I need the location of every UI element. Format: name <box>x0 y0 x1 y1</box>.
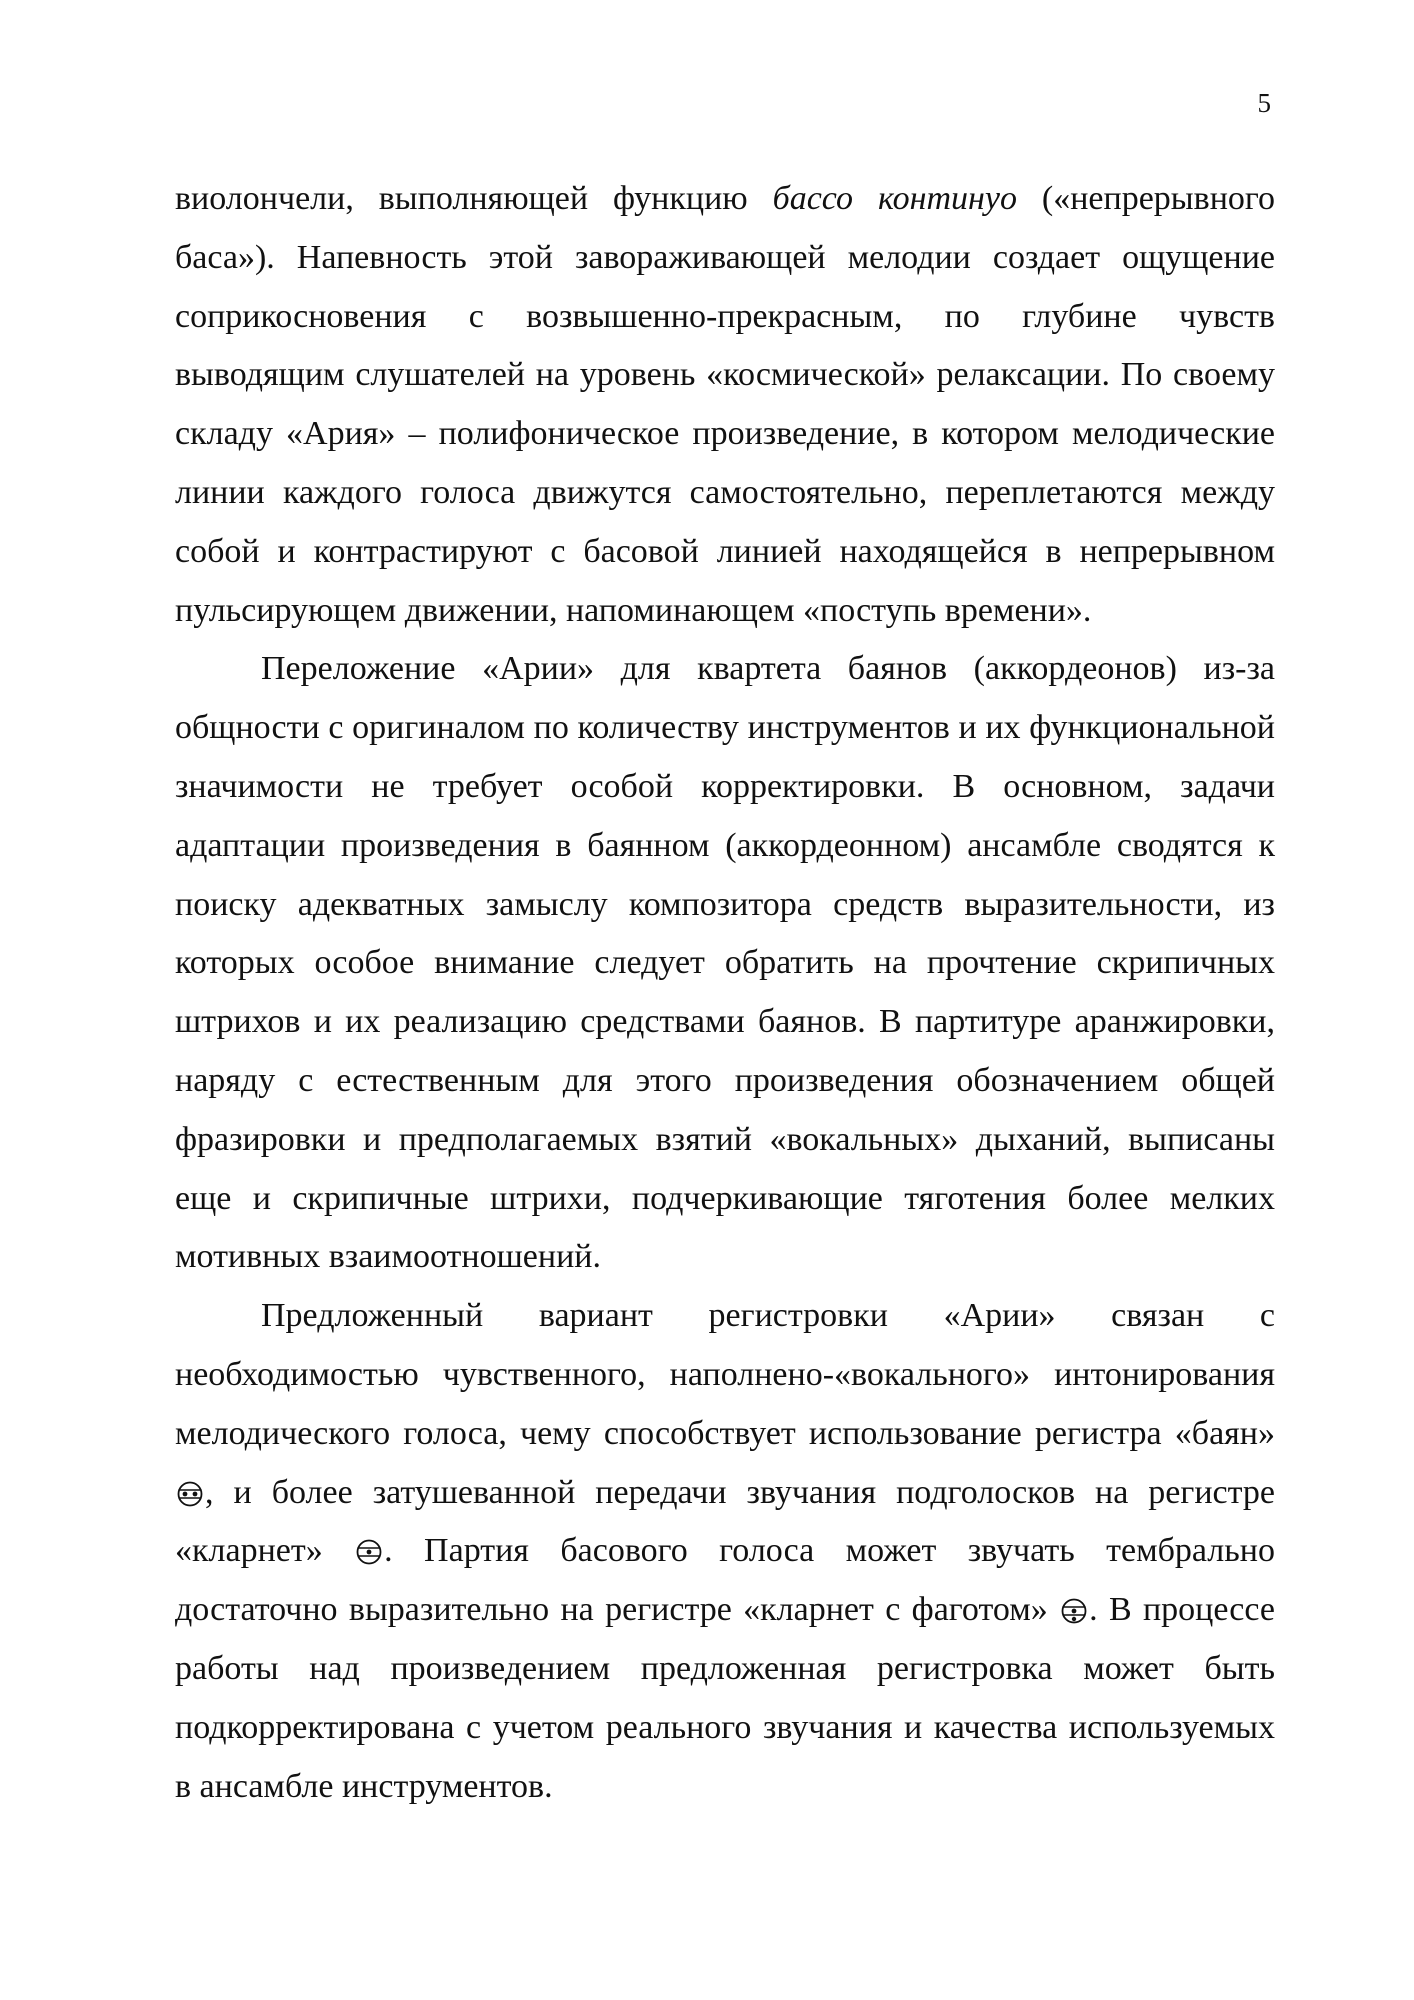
paragraph-1-part-1: виолончели, выполняющей функцию <box>175 180 773 217</box>
paragraph-3-part-3: . Партия басового голоса может звучать тембрально достаточно выразительно на регистре «кларнет с фаготом» <box>175 1532 1275 1629</box>
paragraph-2: Переложение «Арии» для квартета баянов (аккордеонов) из-за общности с оригиналом по количеству инструментов и их функциональной значимости не требует особой корректировки. В основном, задачи адаптации произведения в баянном (аккордеонном) ансамбле сводятся к поиску адекватных замыслу композитора средств выразительности, из которых особое внимание следует обратить на прочтение скрипичных штрихов и их реализацию средствами баянов. В партитуре аранжировки, наряду с естественным для этого произведения обозначением общей фразировки и предполагаемых взятий «вокальных» дыханий, выписаны еще и скрипичные штрихи, подчеркивающие тяготения более мелких мотивных взаимоотношений. <box>175 650 1275 1276</box>
paragraph-3 <box>175 1287 1275 1816</box>
paragraph-3-part-1: Предложенный вариант регистровки «Арии» связан с необходимостью чувственного, наполнено-«вокального» интонирования мелодического голоса, чему способствует использование регистра «баян» <box>175 1297 1275 1452</box>
register-clarinet-icon <box>356 1539 382 1565</box>
paragraph-3-part-4: . В процессе работы над произведением предложенная регистровка может быть подкорректирована с учетом реального звучания и качества используемых в ансамбле инструментов. <box>175 1591 1275 1805</box>
paragraph-3-part-2: , и более затушеванной передачи звучания подголосков на регистре «кларнет» <box>175 1473 1275 1570</box>
page-number: 5 <box>1257 88 1271 118</box>
italic-term: бассо континуо <box>772 180 1017 217</box>
body-text <box>175 170 1275 1816</box>
paragraph-1 <box>175 170 1275 640</box>
register-bayan-icon <box>177 1481 203 1507</box>
register-clarinet-bassoon-icon <box>1061 1598 1087 1624</box>
paragraph-1-part-2: («непрерывного баса»). Напевность этой завораживающей мелодии создает ощущение соприкосновения с возвышенно-прекрасным, по глубине чувств выводящим слушателей на уровень «космической» релаксации. По своему складу «Ария» – полифоническое произведение, в котором мелодические линии каждого голоса движутся самостоятельно, переплетаются между собой и контрастируют с басовой линией находящейся в непрерывном пульсирующем движении, напоминающем «поступь времени». <box>175 180 1275 629</box>
